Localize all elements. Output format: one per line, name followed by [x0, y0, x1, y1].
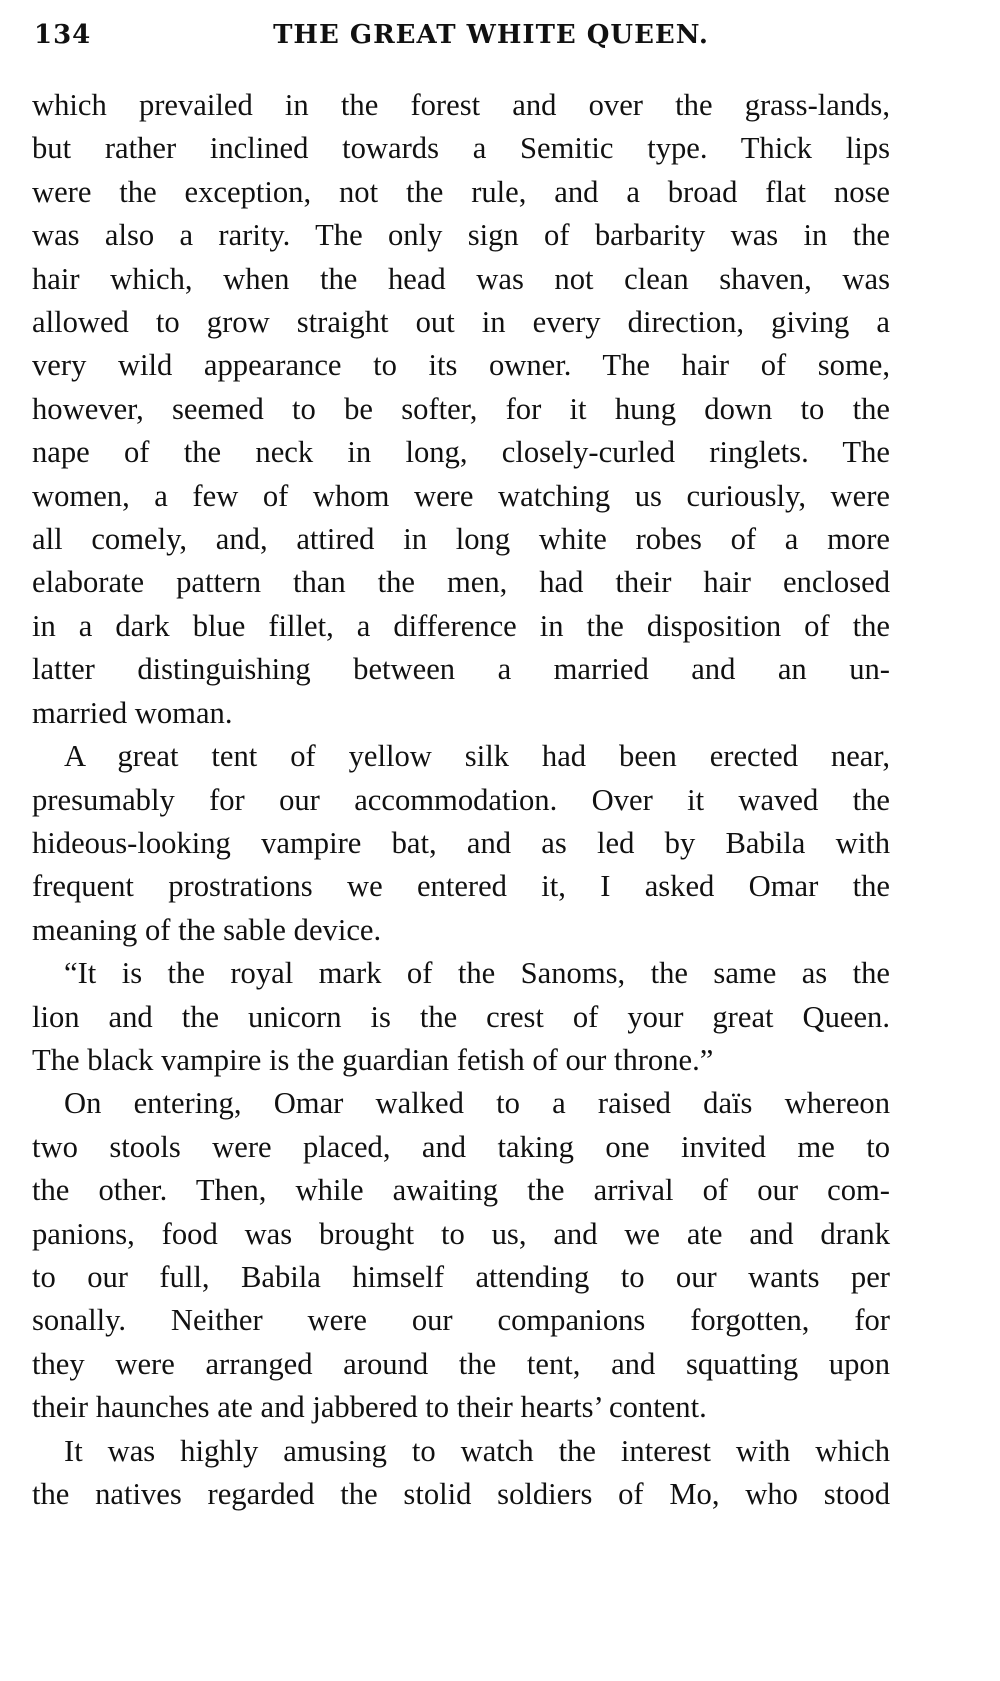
text-line: in a dark blue fillet, a difference in the disposition of the [32, 608, 890, 643]
text-line: which prevailed in the forest and over the grass-lands, [32, 88, 890, 122]
text-line: presumably for our accommodation. Over it waved the [32, 782, 890, 817]
text-line: A great tent of yellow silk had been erected near, [64, 739, 890, 774]
running-head [32, 14, 890, 62]
text-line: It was highly amusing to watch the interest with which [64, 1433, 890, 1468]
text-line: the other. Then, while awaiting the arrival of our com- [32, 1173, 890, 1208]
text-line: latter distinguishing between a married and an un- [32, 652, 890, 687]
text-line: panions, food was brought to us, and we ate and drank [32, 1216, 890, 1251]
text-line: The black vampire is the guardian fetish of our throne.” [32, 1042, 714, 1077]
paragraph [32, 84, 890, 735]
text-line: their haunches ate and jabbered to their hearts’ content. [32, 1390, 707, 1425]
paragraph [32, 1082, 890, 1429]
paragraph [32, 1430, 890, 1517]
text-line: nape of the neck in long, closely-curled ringlets. The [32, 435, 890, 470]
text-line: On entering, Omar walked to a raised daïs whereon [64, 1086, 890, 1121]
text-line: but rather inclined towards a Semitic type. Thick lips [32, 131, 890, 166]
text-line: very wild appearance to its owner. The hair of some, [32, 348, 890, 383]
text-line: was also a rarity. The only sign of barbarity was in the [32, 218, 890, 253]
text-line: sonally. Neither were our companions forgotten, for [32, 1303, 890, 1338]
paragraph [32, 735, 890, 952]
text-line: were the exception, not the rule, and a broad flat nose [32, 174, 890, 209]
text-line: women, a few of whom were watching us curiously, were [32, 478, 890, 513]
text-line: hair which, when the head was not clean shaven, was [32, 261, 890, 296]
text-line: hideous-looking vampire bat, and as led by Babila with [32, 825, 890, 860]
text-line: the natives regarded the stolid soldiers of Mo, who stood [32, 1477, 890, 1511]
text-line: meaning of the sable device. [32, 912, 382, 947]
text-line: elaborate pattern than the men, had their hair enclosed [32, 565, 890, 600]
text-line: two stools were placed, and taking one invited me to [32, 1129, 890, 1164]
text-line: to our full, Babila himself attending to our wants per [32, 1259, 890, 1294]
text-line: frequent prostrations we entered it, I asked Omar the [32, 869, 890, 904]
text-line: “It is the royal mark of the Sanoms, the same as the [64, 956, 890, 991]
text-line: however, seemed to be softer, for it hung down to the [32, 391, 890, 426]
paragraph [32, 952, 890, 1082]
text-line: married woman. [32, 695, 233, 730]
book-page [32, 14, 890, 1516]
text-line: they were arranged around the tent, and squatting upon [32, 1346, 890, 1381]
text-line: allowed to grow straight out in every direction, giving a [32, 305, 890, 340]
text-line: all comely, and, attired in long white robes of a more [32, 522, 890, 557]
body-text [32, 84, 890, 1516]
running-title: THE GREAT WHITE QUEEN. [273, 20, 709, 50]
text-line: lion and the unicorn is the crest of your great Queen. [32, 999, 890, 1034]
page-number: 134 [34, 20, 92, 50]
